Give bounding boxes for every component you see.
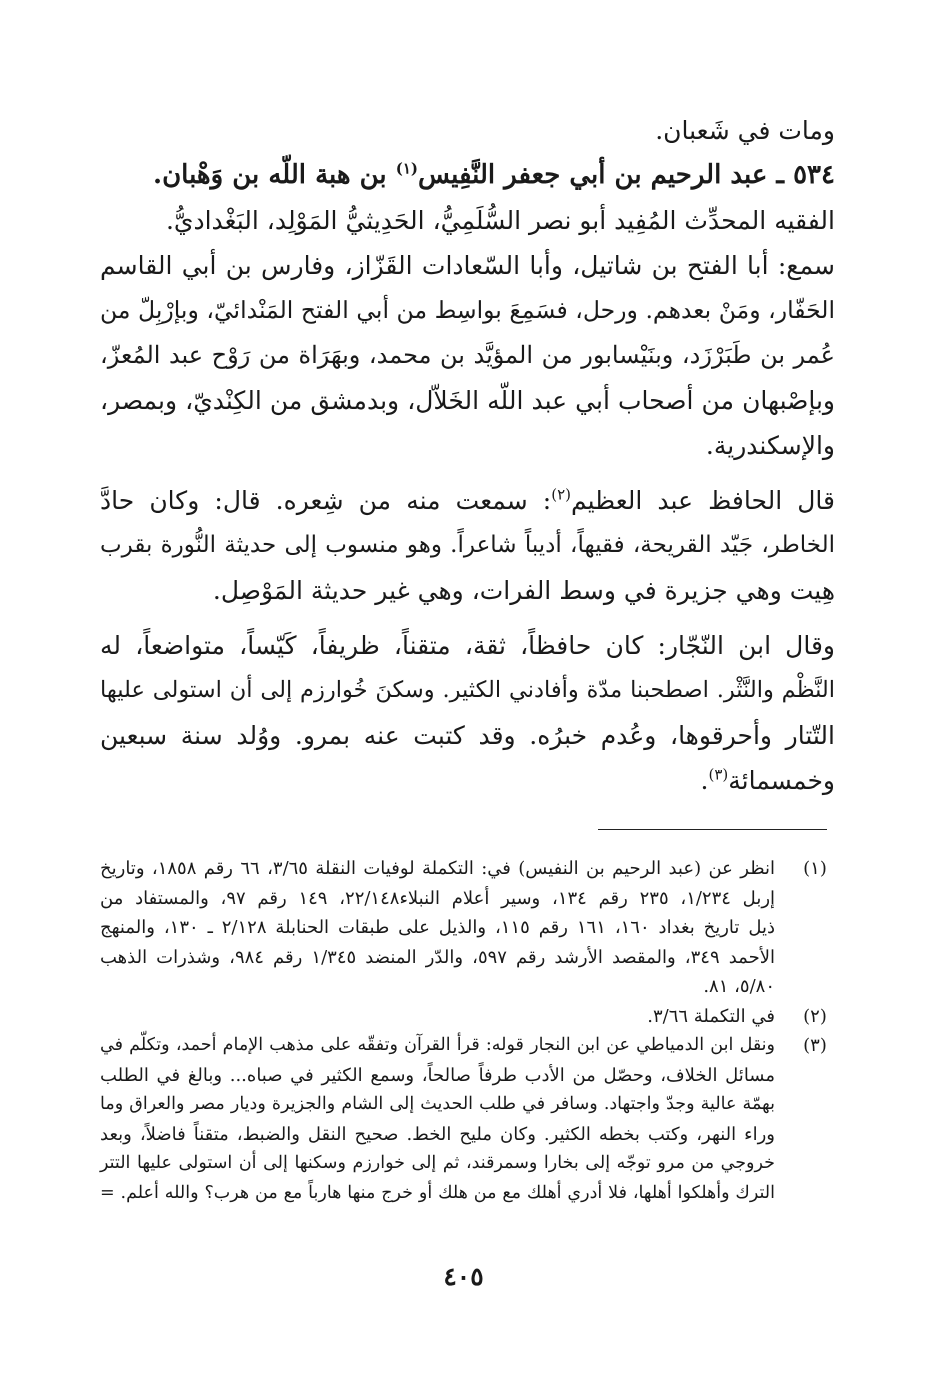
text-line: سمع: أبا الفتح بن شاتيل، وأبا السّعادات القَزّاز، وفارس بن أبي القاسم (100, 251, 835, 280)
footnote-line: الترك وأهلكوا أهلها، فلا أدري أهلك مع من هلك أو خرج منها هارباً مع من هرب؟ والله أعلم. = (100, 1182, 775, 1203)
footnote-2 (100, 1002, 835, 1032)
footnote-ref: (٣) (708, 765, 729, 784)
footnote-divider (598, 829, 827, 830)
text-line: الحَفّار، ومَنْ بعدهم. ورحل، فسَمِعَ بواسِط من أبي الفتح المَنْدائيّ، وبإرْبِلّ من (100, 296, 835, 324)
footnote-line: وراء النهر، وكتب بخطه الكثير. وكان مليح الخط. صحيح النقل والضبط، متقناً فاضلاً، وبعد (100, 1123, 775, 1145)
footnote-number: (٣) (803, 1035, 827, 1056)
footnote-ref: (١) (395, 159, 418, 178)
text-line: التّتار وأحرقوها، وعُدم خبرُه. وقد كتبت عنه بمرو. ووُلد سنة سبعين (100, 721, 835, 750)
footnote-line: خروجي من مرو توجّه إلى بخارا وسمرقند، ثم إلى خوارزم وسكنها إلى أن استولى عليها التتر (100, 1153, 775, 1173)
footnote-number: (١) (803, 858, 827, 879)
footnote-line: ٥/٨٠، ٨١. (703, 976, 775, 997)
entry-heading-lineage: بن هبة اللّه بن وَهْبان. (153, 160, 396, 190)
text-line (100, 758, 835, 803)
footnote-line: انظر عن (عبد الرحيم بن النفيس) في: التكملة لوفيات النقلة ٣/٦٥، ٦٦ رقم ١٨٥٨، وتاريخ (100, 858, 775, 879)
footnote-line: إربل ١/٢٣٤، ٢٣٥ رقم ١٣٤، وسير أعلام النبلاء٢٢/١٤٨، ١٤٩ رقم ٩٧، والمستفاد من (100, 887, 776, 909)
text-line: الفقيه المحدِّث المُفِيد أبو نصر السُّلَمِيُّ، الحَدِيثيُّ المَوْلِد، البَغْداديُّ. (165, 206, 835, 235)
page-number: ٤٠٥ (443, 1262, 484, 1291)
text-line: هِيت وهي جزيرة في وسط الفرات، وهي غير حديثة المَوْصِل. (212, 576, 835, 605)
footnote-3 (100, 1031, 835, 1208)
footnote-line: في التكملة ٣/٦٦. (647, 1005, 775, 1027)
footnotes (100, 854, 835, 1208)
footnote-ref: (٢) (551, 485, 571, 504)
text-line: والإسكندرية. (705, 431, 835, 460)
footnote-number: (٢) (803, 1005, 827, 1027)
text-span: قال الحافظ عبد العظيم (571, 486, 835, 515)
text-line: عُمر بن طَبَرْزَد، وبنَيْسابور من المؤيَّد بن محمد، وبهَرَاة من رَوْح عبد المُعزّ، (100, 341, 835, 369)
footnote-line: مسائل الخلاف، وحصّل من الأدب طرفاً صالحاً، وسمع الكثير في صباه... وبالغ في الطلب (100, 1064, 775, 1086)
footnote-line: ذيل تاريخ بغداد ١٦٠، ١٦١ رقم ١١٥، والذيل على طبقات الحنابلة ٢/١٢٨ ـ ١٣٠، والمنهج (100, 917, 775, 938)
footnote-1 (100, 854, 835, 1002)
text-line: وبإصْبهان من أصحاب أبي عبد اللّه الخَلاّل، وبدمشق من الكِنْديّ، وبمصر، (100, 386, 835, 415)
main-text (100, 108, 835, 803)
text-line: ومات في شَعبان. (655, 116, 835, 145)
text-span: : سمعت منه من شِعره. قال: وكان حادَّ (100, 486, 552, 515)
entry-heading (100, 153, 835, 198)
text-line: النَّظْم والنَّثْر. اصطحبنا مدّة وأفادني الكثير. وسكنَ خُوارزم إلى أن استولى عليها (100, 677, 835, 703)
text-line: الخاطر، جَيّد القريحة، فقيهاً، أديباً شاعراً. وهو منسوب إلى حديثة النُّورة بقرب (100, 532, 835, 558)
footnote-line: بهمّة عالية وجدّ واجتهاد. وسافر في طلب الحديث إلى الشام والجزيرة وديار مصر والعراق وما (100, 1094, 775, 1114)
footnote-line: الأحمد ٣٤٩، والمقصد الأرشد رقم ٥٩٧، والدّر المنضد ١/٣٤٥ رقم ٩٨٤، وشذرات الذهب (100, 946, 775, 968)
text-span: . (700, 766, 709, 795)
text-line: وقال ابن النّجّار: كان حافظاً، ثقة، متقناً، ظريفاً، كَيّساً، متواضعاً، له (100, 631, 835, 660)
footnote-line: ونقل ابن الدمياطي عن ابن النجار قوله: قرأ القرآن وتفقّه على مذهب الإمام أحمد، وتكلّم في (100, 1035, 775, 1055)
text-span: وخمسمائة (728, 766, 835, 795)
entry-heading-name: ٥٣٤ ـ عبد الرحيم بن أبي جعفر النَّفِيس (417, 160, 835, 190)
text-line (100, 478, 835, 523)
